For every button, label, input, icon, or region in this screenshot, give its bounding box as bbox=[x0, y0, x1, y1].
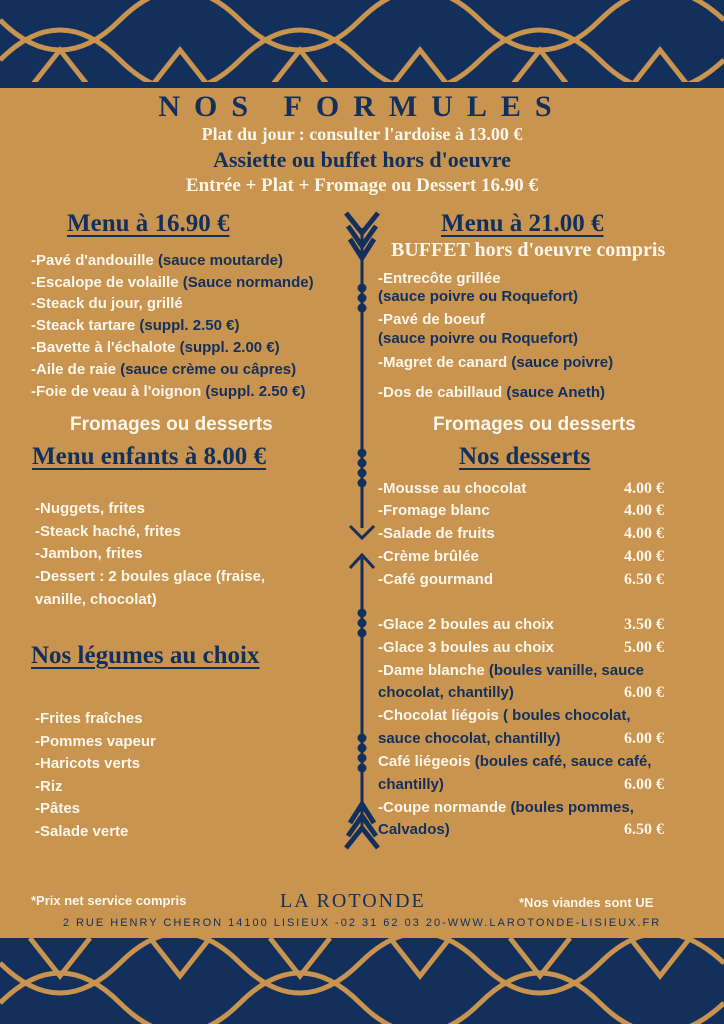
item-name: -Escalope de volaille bbox=[31, 274, 183, 291]
item-name: (sauce poivre ou Roquefort) bbox=[378, 330, 579, 347]
item-name: -Steack du jour, grillé bbox=[31, 295, 183, 312]
item-name: -Dessert : 2 boules glace (fraise, bbox=[35, 568, 266, 585]
menu1-fromages-desserts: Fromages ou desserts bbox=[70, 414, 273, 435]
formule-line: Entrée + Plat + Fromage ou Dessert 16.90 € bbox=[185, 175, 539, 196]
dessert-price: 4.00 € bbox=[624, 548, 664, 565]
menu1-item bbox=[31, 339, 280, 357]
kids-item bbox=[35, 591, 157, 609]
item-name: -Fromage blanc bbox=[378, 502, 490, 519]
item-name: -Bavette à l'échalote bbox=[31, 339, 180, 356]
menu1-item bbox=[31, 361, 296, 379]
dessert-price: 6.50 € bbox=[624, 821, 664, 838]
item-name: -Haricots verts bbox=[35, 755, 141, 772]
dessert-item bbox=[378, 548, 479, 566]
assiette-line: Assiette ou buffet hors d'oeuvre bbox=[213, 147, 511, 172]
dessert-item-note bbox=[378, 684, 514, 702]
menu1-item bbox=[31, 295, 183, 313]
item-name: -Steack haché, frites bbox=[35, 523, 181, 540]
menu2-item bbox=[378, 311, 485, 329]
vegetable-item bbox=[35, 733, 156, 751]
dessert-price: 5.00 € bbox=[624, 639, 664, 656]
dessert-item bbox=[378, 616, 554, 634]
item-note: (sauce moutarde) bbox=[157, 252, 283, 269]
address-line: 2 RUE HENRY CHERON 14100 LISIEUX -02 31 62 03 20-WWW.LAROTONDE-LISIEUX.FR bbox=[62, 917, 662, 929]
menu2-item bbox=[378, 384, 605, 402]
dessert-item bbox=[378, 571, 493, 589]
dessert-item bbox=[378, 502, 490, 520]
menu2-fromages-desserts: Fromages ou desserts bbox=[433, 414, 636, 435]
item-name: chantilly) bbox=[378, 776, 444, 793]
item-name: -Nuggets, frites bbox=[35, 500, 146, 517]
item-name: -Glace 3 boules au choix bbox=[378, 639, 554, 656]
item-name: -Salade verte bbox=[35, 823, 129, 840]
item-name: -Foie de veau à l'oignon bbox=[31, 383, 206, 400]
menu1-item bbox=[31, 252, 283, 270]
item-note: (suppl. 2.50 €) bbox=[139, 317, 240, 334]
dessert-item bbox=[378, 799, 634, 817]
item-name: -Pâtes bbox=[35, 800, 81, 817]
item-name: -Glace 2 boules au choix bbox=[378, 616, 554, 633]
ornament-pattern-icon bbox=[0, 0, 724, 88]
dessert-price: 6.50 € bbox=[624, 571, 664, 588]
menu2-item bbox=[378, 354, 613, 372]
restaurant-name: LA ROTONDE bbox=[280, 890, 426, 912]
menu1-item bbox=[31, 383, 305, 401]
vegetable-item bbox=[35, 755, 140, 773]
item-name: -Aile de raie bbox=[31, 361, 121, 378]
dessert-item-note bbox=[378, 730, 561, 748]
bottom-ornament-band bbox=[0, 938, 724, 1024]
buffet-subtitle: BUFFET hors d'oeuvre compris bbox=[391, 239, 666, 261]
menu2-item bbox=[378, 270, 501, 288]
item-note: (boules pommes, bbox=[510, 799, 634, 816]
item-name: -Pavé d'andouille bbox=[31, 252, 158, 269]
dessert-item bbox=[378, 639, 554, 657]
vegetable-item bbox=[35, 800, 80, 818]
dessert-price: 6.00 € bbox=[624, 776, 664, 793]
kids-item bbox=[35, 568, 265, 586]
menu1-item bbox=[31, 317, 239, 335]
dessert-price: 4.00 € bbox=[624, 502, 664, 519]
kids-menu-title: Menu enfants à 8.00 € bbox=[32, 443, 267, 470]
kids-item bbox=[35, 500, 145, 518]
page-title: NOS FORMULES bbox=[158, 90, 566, 123]
dessert-price: 4.00 € bbox=[624, 525, 664, 542]
item-name: (sauce poivre ou Roquefort) bbox=[378, 288, 579, 305]
item-name: vanille, chocolat) bbox=[35, 591, 157, 608]
item-note: (suppl. 2.50 €) bbox=[205, 383, 306, 400]
vegetables-title: Nos légumes au choix bbox=[31, 642, 260, 669]
dessert-item-note bbox=[378, 821, 450, 839]
kids-item bbox=[35, 523, 181, 541]
item-name: -Frites fraîches bbox=[35, 710, 143, 727]
item-note: (suppl. 2.00 €) bbox=[179, 339, 280, 356]
vegetable-item bbox=[35, 710, 143, 728]
dessert-price: 6.00 € bbox=[624, 730, 664, 747]
item-note: (sauce Aneth) bbox=[506, 384, 605, 401]
item-name: Calvados) bbox=[378, 821, 450, 838]
vegetable-item bbox=[35, 823, 128, 841]
price-note: *Prix net service compris bbox=[31, 893, 187, 908]
item-name: -Jambon, frites bbox=[35, 545, 143, 562]
item-note: (sauce crème ou câpres) bbox=[120, 361, 297, 378]
menu2-item-note bbox=[378, 288, 578, 306]
item-name: -Dame blanche bbox=[378, 662, 489, 679]
item-name: -Steack tartare bbox=[31, 317, 140, 334]
item-name: -Dos de cabillaud bbox=[378, 384, 507, 401]
item-name: -Mousse au chocolat bbox=[378, 480, 527, 497]
item-name: -Crème brûlée bbox=[378, 548, 479, 565]
menu-1690-title: Menu à 16.90 € bbox=[67, 210, 230, 237]
item-name: -Salade de fruits bbox=[378, 525, 495, 542]
item-name: sauce chocolat, chantilly) bbox=[378, 730, 561, 747]
item-name: -Pavé de boeuf bbox=[378, 311, 485, 328]
dessert-item bbox=[378, 480, 526, 498]
desserts-title: Nos desserts bbox=[459, 443, 591, 470]
top-ornament-band bbox=[0, 0, 724, 88]
item-name: -Chocolat liégois bbox=[378, 707, 504, 724]
dessert-item-note bbox=[378, 776, 444, 794]
item-name: -Magret de canard bbox=[378, 354, 512, 371]
dessert-item bbox=[378, 707, 631, 725]
item-note: (boules café, sauce café, bbox=[474, 753, 652, 770]
item-name: -Entrecôte grillée bbox=[378, 270, 501, 287]
menu1-item bbox=[31, 274, 314, 292]
plat-du-jour: Plat du jour : consulter l'ardoise à 13.00 € bbox=[201, 124, 523, 144]
menu-2100-title: Menu à 21.00 € bbox=[441, 210, 604, 237]
item-name: Café liégeois bbox=[378, 753, 475, 770]
item-name: -Coupe normande bbox=[378, 799, 511, 816]
item-name: -Riz bbox=[35, 778, 63, 795]
item-note: (Sauce normande) bbox=[182, 274, 314, 291]
menu2-item-note bbox=[378, 330, 578, 348]
dessert-item bbox=[378, 753, 651, 771]
vegetable-item bbox=[35, 778, 63, 796]
item-name: chocolat, chantilly) bbox=[378, 684, 514, 701]
item-note: (boules vanille, sauce bbox=[488, 662, 644, 679]
item-note: (sauce poivre) bbox=[511, 354, 614, 371]
item-name: -Café gourmand bbox=[378, 571, 494, 588]
ornament-pattern-icon bbox=[0, 938, 724, 1024]
dessert-price: 3.50 € bbox=[624, 616, 664, 633]
meat-origin-note: *Nos viandes sont UE bbox=[519, 895, 654, 910]
dessert-price: 4.00 € bbox=[624, 480, 664, 497]
dessert-price: 6.00 € bbox=[624, 684, 664, 701]
dessert-item bbox=[378, 662, 644, 680]
dessert-item bbox=[378, 525, 495, 543]
item-name: -Pommes vapeur bbox=[35, 733, 156, 750]
item-note: ( boules chocolat, bbox=[503, 707, 631, 724]
kids-item bbox=[35, 545, 143, 563]
